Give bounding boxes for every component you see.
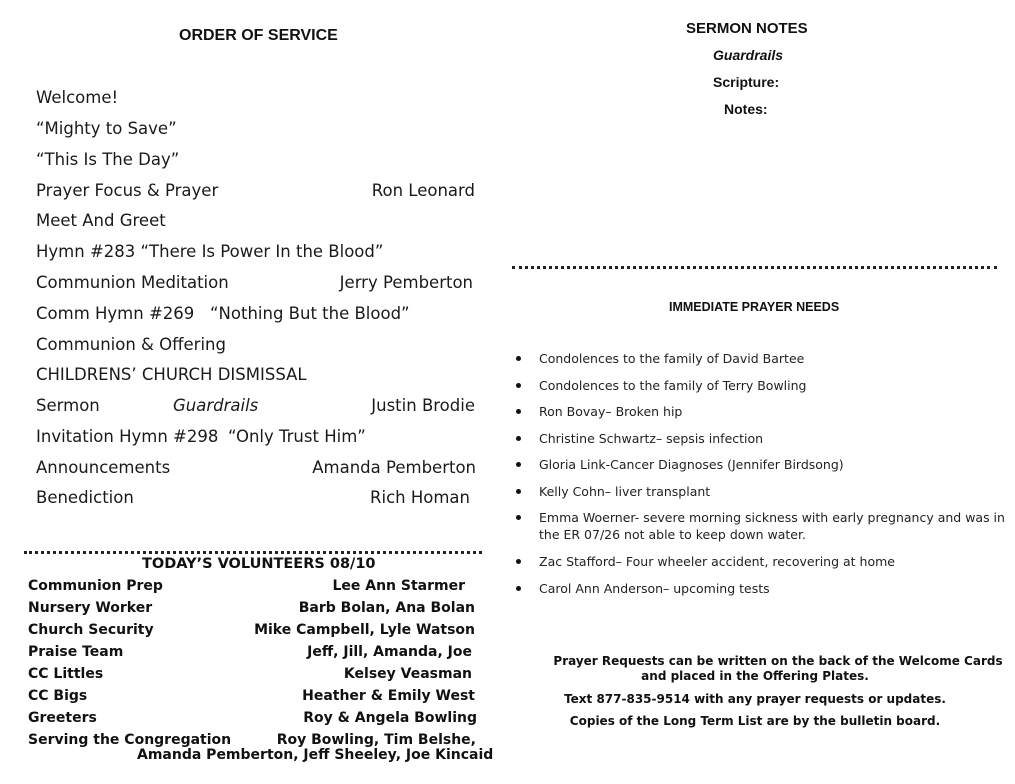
bullet-icon — [516, 489, 521, 494]
volunteer-names: Mike Campbell, Lyle Watson — [254, 622, 475, 638]
text-line-note: Text 877-835-9514 with any prayer requests or updates. — [564, 692, 946, 706]
prayer-need: Christine Schwartz– sepsis infection — [539, 431, 764, 446]
prayer-needs-title: IMMEDIATE PRAYER NEEDS — [669, 300, 840, 314]
service-person: Justin Brodie — [371, 396, 475, 415]
volunteer-names: Lee Ann Starmer — [332, 578, 465, 594]
volunteer-role: CC Littles — [28, 666, 104, 682]
prayer-need: Emma Woerner- severe morning sickness with early pregnancy and was in — [539, 510, 1005, 525]
volunteer-names: Roy & Angela Bowling — [303, 710, 477, 726]
service-item: CHILDRENS’ CHURCH DISMISSAL — [36, 365, 307, 384]
volunteer-names-continued: Amanda Pemberton, Jeff Sheeley, Joe Kincaid — [137, 747, 494, 763]
volunteer-role: Greeters — [28, 710, 97, 726]
volunteer-names: Barb Bolan, Ana Bolan — [298, 600, 475, 616]
prayer-requests-note: Prayer Requests can be written on the back of the Welcome Cards — [553, 654, 1003, 668]
volunteer-role: Praise Team — [28, 644, 124, 660]
prayer-requests-note-cont: and placed in the Offering Plates. — [641, 669, 869, 683]
volunteer-names: Jeff, Jill, Amanda, Joe — [307, 644, 472, 660]
volunteer-names: Roy Bowling, Tim Belshe, — [276, 732, 476, 748]
section-divider — [24, 551, 482, 554]
service-item: Invitation Hymn #298 — [36, 427, 219, 446]
sermon-name: Guardrails — [713, 47, 784, 63]
service-person: Jerry Pemberton — [339, 273, 473, 292]
volunteer-role: Serving the Congregation — [28, 732, 232, 748]
volunteer-role: Church Security — [28, 622, 154, 638]
prayer-need: Condolences to the family of Terry Bowling — [539, 378, 807, 393]
service-item: Announcements — [36, 458, 171, 477]
volunteer-role: Communion Prep — [28, 578, 163, 594]
bullet-icon — [516, 383, 521, 388]
bullet-icon — [516, 559, 521, 564]
service-item: Prayer Focus & Prayer — [36, 181, 219, 200]
volunteers-title: TODAY’S VOLUNTEERS 08/10 — [142, 556, 376, 572]
bullet-icon — [516, 409, 521, 414]
service-item: “Mighty to Save” — [36, 119, 177, 138]
section-divider — [512, 266, 997, 269]
volunteer-role: CC Bigs — [28, 688, 88, 704]
prayer-need: Ron Bovay– Broken hip — [539, 404, 683, 419]
sermon-title: Guardrails — [173, 396, 259, 415]
service-item: Meet And Greet — [36, 211, 166, 230]
volunteer-names: Heather & Emily West — [302, 688, 475, 704]
prayer-need: Condolences to the family of David Bartee — [539, 351, 805, 366]
service-item: Hymn #283 “There Is Power In the Blood” — [36, 242, 384, 261]
volunteer-role: Nursery Worker — [28, 600, 153, 616]
prayer-need: Kelly Cohn– liver transplant — [539, 484, 711, 499]
service-person: Ron Leonard — [371, 181, 475, 200]
volunteer-names: Kelsey Veasman — [343, 666, 472, 682]
prayer-need-continued: the ER 07/26 not able to keep down water. — [539, 527, 806, 542]
service-item: Sermon — [36, 396, 100, 415]
service-item: Benediction — [36, 488, 134, 507]
service-item: Comm Hymn #269 — [36, 304, 195, 323]
bullet-icon — [516, 586, 521, 591]
service-item: “This Is The Day” — [36, 150, 180, 169]
sermon-notes-title: SERMON NOTES — [686, 20, 808, 37]
bullet-icon — [516, 515, 521, 520]
bullet-icon — [516, 356, 521, 361]
bullet-icon — [516, 436, 521, 441]
service-hymn-title: “Only Trust Him” — [228, 427, 366, 446]
service-hymn-title: “Nothing But the Blood” — [210, 304, 410, 323]
service-item: Communion Meditation — [36, 273, 229, 292]
prayer-need: Gloria Link-Cancer Diagnoses (Jennifer Birdsong) — [539, 457, 844, 472]
service-item: Communion & Offering — [36, 335, 226, 354]
service-item: Welcome! — [36, 88, 119, 107]
service-person: Amanda Pemberton — [312, 458, 476, 477]
long-term-list-note: Copies of the Long Term List are by the bulletin board. — [569, 714, 941, 728]
scripture-label: Scripture: — [713, 74, 780, 90]
prayer-need: Carol Ann Anderson– upcoming tests — [539, 581, 770, 596]
bullet-icon — [516, 462, 521, 467]
order-of-service-title: ORDER OF SERVICE — [179, 27, 338, 44]
prayer-need: Zac Stafford– Four wheeler accident, recovering at home — [539, 554, 895, 569]
service-person: Rich Homan — [370, 488, 470, 507]
notes-label: Notes: — [724, 101, 768, 117]
